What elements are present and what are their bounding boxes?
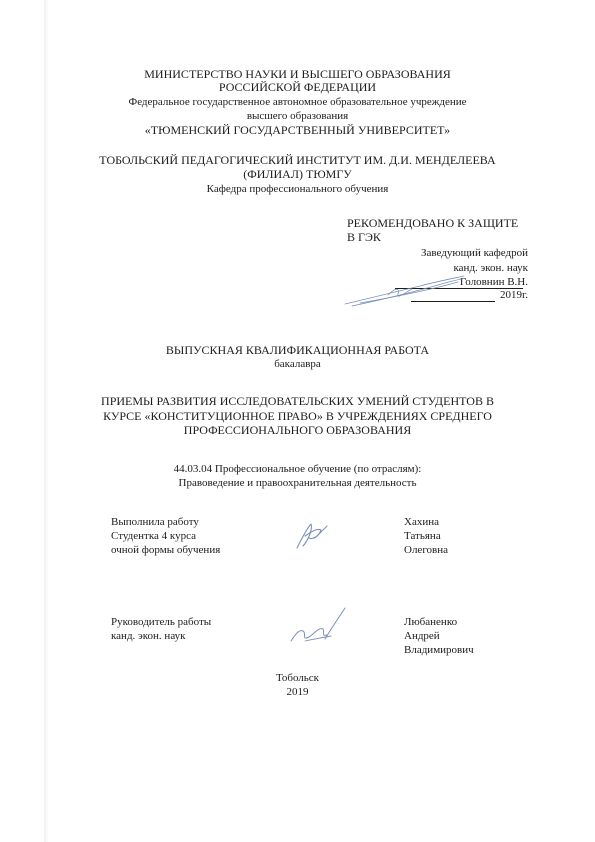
- ministry-line-1: МИНИСТЕРСТВО НАУКИ И ВЫСШЕГО ОБРАЗОВАНИЯ: [144, 67, 451, 81]
- approval-line-1: РЕКОМЕНДОВАНО К ЗАЩИТЕ: [347, 216, 519, 230]
- supervisor-patronymic: Владимирович: [404, 644, 474, 656]
- supervisor-label-2: канд. экон. наук: [111, 630, 186, 642]
- supervisor-label-1: Руководитель работы: [111, 616, 212, 628]
- work-title-line-2: КУРСЕ «КОНСТИТУЦИОННОЕ ПРАВО» В УЧРЕЖДЕНИЯХ СРЕДНЕГО: [103, 409, 492, 423]
- supervisor-signature-image: [285, 605, 351, 647]
- head-degree: канд. экон. наук: [453, 262, 528, 274]
- department-name: Кафедра профессионального обучения: [206, 183, 389, 195]
- head-signature-image: [340, 270, 470, 310]
- author-surname: Хахина: [404, 516, 439, 528]
- author-label-3: очной формы обучения: [111, 544, 221, 556]
- footer-city: Тобольск: [275, 672, 320, 684]
- head-title: Заведующий кафедрой: [421, 247, 528, 259]
- university-name: «ТЮМЕНСКИЙ ГОСУДАРСТВЕННЫЙ УНИВЕРСИТЕТ»: [144, 123, 451, 137]
- work-title-line-3: ПРОФЕССИОНАЛЬНОГО ОБРАЗОВАНИЯ: [183, 423, 412, 437]
- institution-line-1: Федеральное государственное автономное образовательное учреждение: [128, 96, 467, 108]
- head-name: Головнин В.Н.: [459, 276, 528, 288]
- author-label-2: Студентка 4 курса: [111, 530, 196, 542]
- institute-line-1: ТОБОЛЬСКИЙ ПЕДАГОГИЧЕСКИЙ ИНСТИТУТ ИМ. Д.И. МЕНДЕЛЕЕВА: [99, 153, 496, 167]
- author-patronymic: Олеговна: [404, 544, 449, 556]
- supervisor-surname: Любаненко: [404, 616, 458, 628]
- specialty-line-2: Правоведение и правоохранительная деятельность: [178, 477, 417, 489]
- institution-line-2: высшего образования: [246, 110, 349, 122]
- author-first-name: Татьяна: [404, 530, 441, 542]
- work-type: ВЫПУСКНАЯ КВАЛИФИКАЦИОННАЯ РАБОТА: [165, 343, 430, 357]
- specialty-line-1: 44.03.04 Профессиональное обучение (по отраслям):: [173, 463, 422, 475]
- institute-line-2: (ФИЛИАЛ) ТЮМГУ: [243, 167, 352, 181]
- ministry-line-2: РОССИЙСКОЙ ФЕДЕРАЦИИ: [218, 80, 377, 94]
- footer-year: 2019: [286, 686, 309, 698]
- supervisor-first-name: Андрей: [404, 630, 440, 642]
- approval-year: 2019г.: [499, 289, 528, 301]
- author-signature-image: [293, 518, 333, 552]
- author-label-1: Выполнила работу: [111, 516, 199, 528]
- work-title-line-1: ПРИЕМЫ РАЗВИТИЯ ИССЛЕДОВАТЕЛЬСКИХ УМЕНИЙ СТУДЕНТОВ В: [101, 394, 494, 408]
- approval-line-2: В ГЭК: [347, 230, 381, 244]
- work-level: бакалавра: [274, 358, 321, 370]
